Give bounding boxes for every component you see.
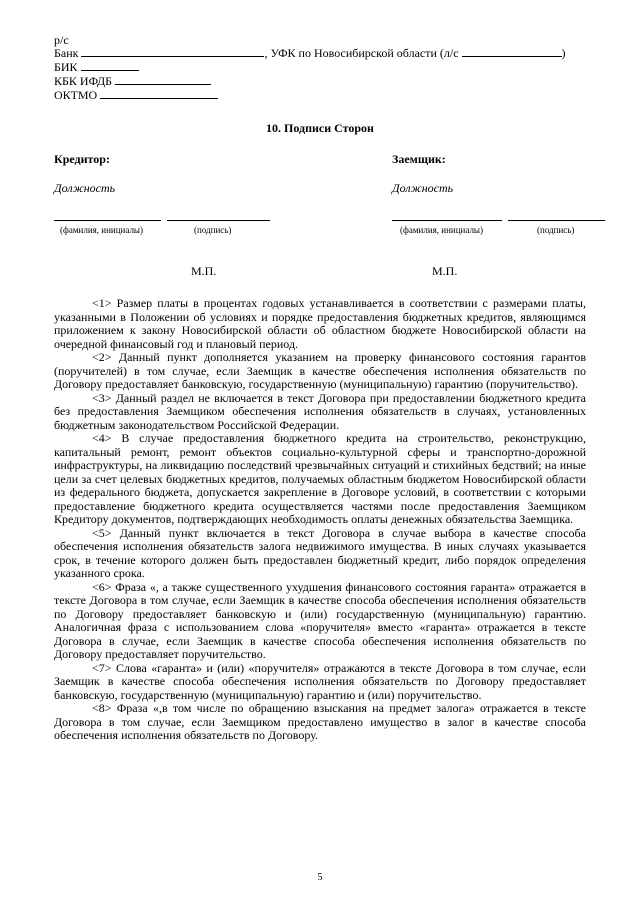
- requisite-bik-row: [54, 60, 139, 74]
- borrower-name-line: [392, 220, 502, 221]
- borrower-name-caption: (фамилия, инициалы): [400, 225, 483, 235]
- requisite-kbk-row: [54, 74, 211, 88]
- footnote-4: <4> В случае предоставления бюджетного кредита на строительство, реконструкцию, капитальный ремонт, ремонт объектов социально-культурной сферы и транспортно-дорожной инфраструктуры, на ликвидацию последствий чрезвычайных ситуаций и стихийных бедствий; на иные цели за счет целевых бюджетных кредитов, получаемых областным бюджетом Новосибирской области из федерального бюджета, допускается закрепление в Договоре условий, в соответствии с которыми предоставление бюджетного кредита осуществляется частями после предоставления Заемщиком Кредитору документов, подтверждающих необходимость оплаты денежных обязательства Заемщика.: [54, 431, 586, 526]
- footnote-6: <6> Фраза «, а также существенного ухудшения финансового состояния гаранта» отражается в тексте Договора в том случае, если Заемщик в качестве способа обеспечения исполнения обязательств по Договору предоставляет банковскую и (или) государственную (муниципальную) гарантию. Аналогичная фраза с использованием слова «поручителя» вместо «гаранта» отражается в тексте Договора в случае, если Заемщик в качестве способа обеспечения исполнения обязательств по Договору предоставляет поручительство.: [54, 579, 586, 661]
- creditor-name-line: [54, 220, 161, 221]
- kbk-blank-line: [115, 74, 211, 85]
- borrower-signature-line: [508, 220, 605, 221]
- ls-blank-line: [462, 46, 562, 57]
- borrower-stamp: М.П.: [432, 264, 458, 278]
- bank-blank-line: [81, 46, 264, 57]
- footnotes: [54, 297, 586, 743]
- requisite-rs-label: р/с: [54, 33, 69, 47]
- footnote-7: <7> Слова «гаранта» и (или) «поручителя» отражаются в тексте Договора в том случае, если Заемщик в качестве способа обеспечения исполнения обязательств по Договору предоставляет банковскую, государственную (муниципальную) гарантию и (или) поручительство.: [54, 660, 586, 702]
- borrower-position: Должность: [392, 181, 454, 195]
- footnote-2: <2> Данный пункт дополняется указанием на проверку финансового состояния гарантов (поручителей) в том случае, если Заемщик в качестве обеспечения исполнения обязательств по Договору предоставляет банковскую, государственную (муниципальную) гарантию (поручительство).: [54, 350, 586, 391]
- footnote-3: <3> Данный раздел не включается в текст Договора при предоставлении бюджетного кредита без предоставления Заемщиком обеспечения исполнения обязательств в случаях, установленных бюджетным законодательством Российской Федерации.: [54, 390, 586, 432]
- creditor-stamp: М.П.: [191, 264, 217, 278]
- requisite-bank-label: Банк: [54, 46, 79, 60]
- creditor-signature-line: [167, 220, 270, 221]
- oktmo-blank-line: [100, 88, 218, 99]
- creditor-label: Кредитор:: [54, 152, 110, 166]
- requisite-bik-label: БИК: [54, 60, 78, 74]
- borrower-sign-caption: (подпись): [537, 225, 575, 235]
- section-title: 10. Подписи Сторон: [266, 121, 374, 135]
- footnote-1: <1> Размер платы в процентах годовых устанавливается в соответствии с размерами платы, указанными в Положении об условиях и порядке предоставления бюджетных кредитов, являющимся приложением к закону Новосибирской области об областном бюджете Новосибирской области на очередной финансовый год и плановый период.: [54, 296, 586, 351]
- creditor-position: Должность: [54, 181, 116, 195]
- requisite-oktmo-label: ОКТМО: [54, 88, 98, 102]
- requisite-oktmo-row: [54, 88, 218, 102]
- borrower-label: Заемщик:: [392, 152, 446, 166]
- requisite-bank-row: [54, 46, 566, 60]
- footnote-8: <8> Фраза «,в том числе по обращению взыскания на предмет залога» отражается в тексте Договора в том случае, если Заемщиком предоставлено имущество в залог в качестве способа обеспечения исполнения обязательств по Договору.: [54, 701, 586, 742]
- requisite-kbk-label: КБК ИФДБ: [54, 74, 113, 88]
- requisite-ufk-label: , УФК по Новосибирской области (л/с: [264, 46, 459, 60]
- page-number: 5: [317, 872, 323, 883]
- creditor-sign-caption: (подпись): [194, 225, 232, 235]
- footnote-5: <5> Данный пункт включается в текст Договора в случае выбора в качестве способа обеспечения исполнения обязательств залога недвижимого имущества. В иных случаях указывается срок, в течение которого должен быть предоставлен бюджетный кредит, либо порядок определения указанного срока.: [54, 525, 586, 580]
- creditor-name-caption: (фамилия, инициалы): [60, 225, 143, 235]
- requisite-ufk-close: ): [561, 46, 566, 60]
- bik-blank-line: [81, 60, 139, 71]
